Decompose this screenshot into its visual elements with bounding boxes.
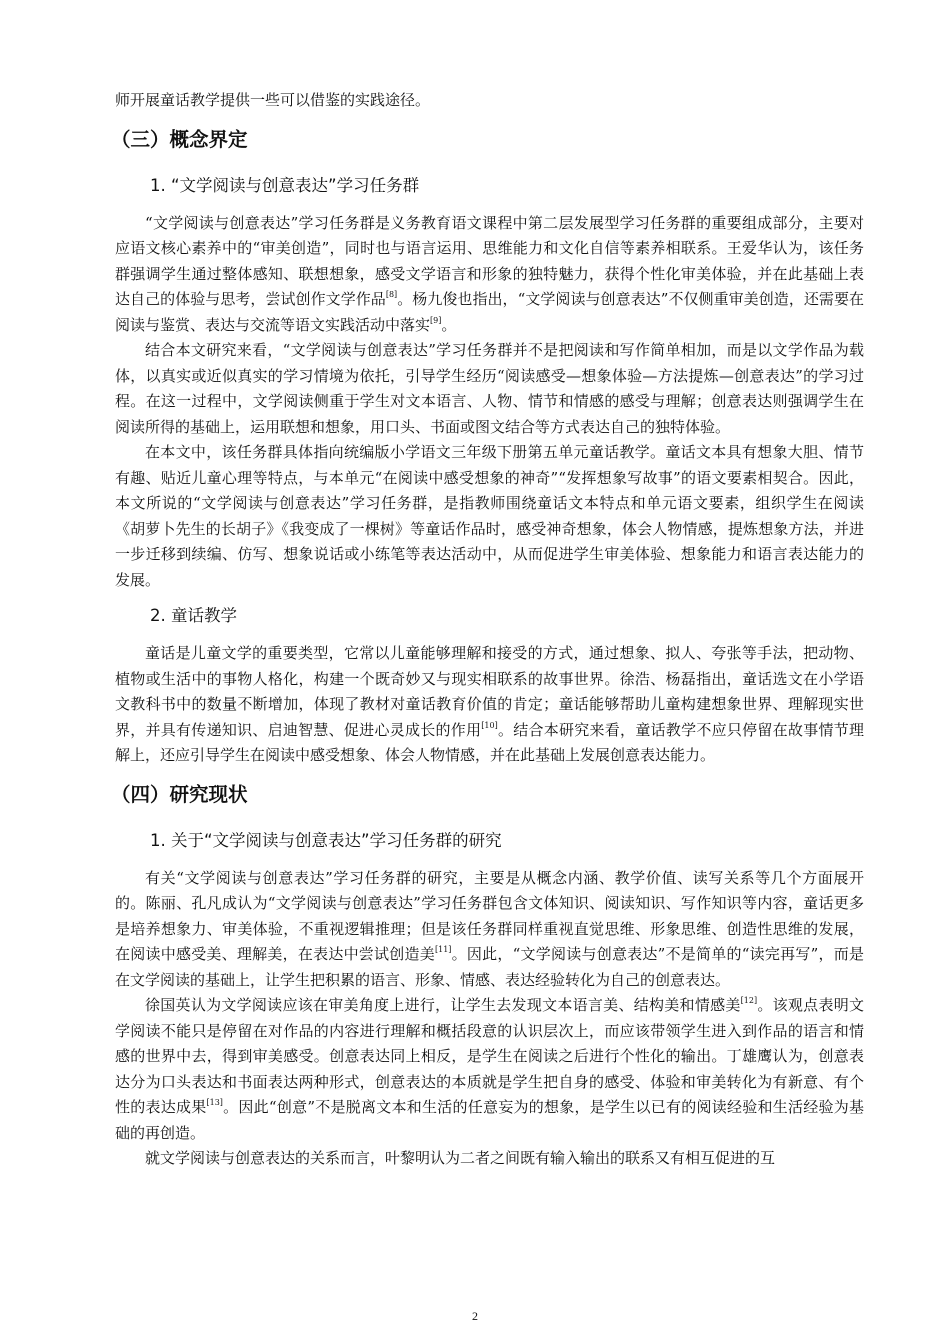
paragraph-text: 在本文中，该任务群具体指向统编版小学语文三年级下册第五单元童话教学。童话文本具有想象大胆、情节有趣、贴近儿童心理等特点，与本单元“在阅读中感受想象的神奇”“发挥想象写故事”的语文要素相契合。因此，本文所说的“文学阅读与创意表达”学习任务群，是指教师围绕童话文本特点和单元语文要素，组织学生在阅读《胡萝卜先生的长胡子》《我变成了一棵树》等童话作品时，感受神奇想象，体会人物情感，提炼想象方法，并进一步迁移到续编、仿写、想象说话或小练笔等表达活动中，从而促进学生审美体验、想象能力和语言表达能力的发展。: [115, 443, 864, 589]
citation-ref: [9]: [430, 315, 442, 325]
paragraph-fairy-tale-definition: [115, 641, 864, 769]
subheading-fairy-tale-teaching: 2. 童话教学: [150, 606, 237, 625]
paragraph-aesthetic-reading: [115, 993, 864, 1146]
paragraph-text: 结合本文研究来看，“文学阅读与创意表达”学习任务群并不是把阅读和写作简单相加，而是以文学作品为载体，以真实或近似真实的学习情境为依托，引导学生经历“阅读感受—想象体验—方法提炼—创意表达”的学习过程。在这一过程中，文学阅读侧重于学生对文本语言、人物、情节和情感的感受与理解；创意表达则强调学生在阅读所得的基础上，运用联想和想象，用口头、书面或图文结合等方式表达自己的独特体验。: [115, 341, 864, 436]
paragraph-text: 童话是儿童文学的重要类型，它常以儿童能够理解和接受的方式，通过想象、拟人、夸张等手法，把动物、植物或生活中的事物人格化，构建一个既奇妙又与现实相联系的故事世界。徐浩、杨磊指出，童话选文在小学语文教科书中的数量不断增加，体现了教材对童话教育价值的肯定；童话能够帮助儿童构建想象世界、理解现实世界，并具有传递知识、启迪智慧、促进心灵成长的作用: [115, 644, 864, 739]
paragraph-text: 有关“文学阅读与创意表达”学习任务群的研究，主要是从概念内涵、教学价值、读写关系等几个方面展开的。陈丽、孔凡成认为“文学阅读与创意表达”学习任务群包含文体知识、阅读知识、写作知识等内容，童话更多是培养想象力、审美体验，不重视逻辑推理；但是该任务群同样重视直觉思维、形象思维、创造性思维的发展，在阅读中感受美、理解美，在表达中尝试创造美: [115, 868, 864, 963]
citation-ref: [12]: [740, 996, 758, 1005]
subheading-task-group-research: 1. 关于“文学阅读与创意表达”学习任务群的研究: [150, 830, 502, 850]
paragraph-text: 师开展童话教学提供一些可以借鉴的实践途径。: [115, 91, 431, 109]
paragraph-text: 。因此“创意”不是脱离文本和生活的任意妄为的想象，是学生以已有的阅读经验和生活经验为基础的再创造。: [115, 1098, 864, 1142]
paragraph-text: 就文学阅读与创意表达的关系而言，叶黎明认为二者之间既有输入输出的联系又有相互促进的互: [145, 1149, 776, 1167]
paragraph-text: “文学阅读与创意表达”学习任务群是义务教育语文课程中第二层发展型学习任务群的重要组成部分，主要对应语文核心素养中的“审美创造”，同时也与语言运用、思维能力和文化自信等素养相联系。王爱华认为，该任务群强调学生通过整体感知、联想想象，感受文学语言和形象的独特魅力，获得个性化审美体验，并在此基础上表达自己的体验与思考，尝试创作文学作品: [115, 213, 864, 308]
paragraph-text: 。杨九俊也指出，“文学阅读与创意表达”不仅侧重审美创造，还需要在阅读与鉴赏、表达与交流等语文实践活动中落实: [115, 290, 864, 334]
paragraph-text: 。结合本研究来看，童话教学不应只停留在故事情节理解上，还应引导学生在阅读中感受想象、体会人物情感，并在此基础上发展创意表达能力。: [115, 720, 864, 764]
citation-ref: [13]: [206, 1098, 223, 1107]
paragraph-task-group-interpretation: [115, 338, 864, 440]
paragraph-continuation: [115, 88, 864, 114]
paragraph-task-group-definition: [115, 211, 864, 339]
section-heading-concepts: （三）概念界定: [111, 127, 248, 151]
paragraph-text: 徐国英认为文学阅读应该在审美角度上进行，让学生去发现文本语言美、结构美和情感美: [145, 996, 741, 1014]
subheading-task-group: 1. “文学阅读与创意表达”学习任务群: [150, 175, 420, 195]
paragraph-text: 。因此，“文学阅读与创意表达”不是简单的“读完再写”，而是在文学阅读的基础上，让学生把积累的语言、形象、情感、表达经验转化为自己的创意表达。: [115, 945, 864, 989]
citation-ref: [11]: [435, 945, 452, 954]
paragraph-reading-expression-relation: [115, 1146, 864, 1172]
paragraph-task-group-scope: [115, 440, 864, 593]
paragraph-text: 。: [441, 315, 457, 334]
citation-ref: [10]: [481, 720, 498, 730]
paragraph-text: 。该观点表明文学阅读不能只是停留在对作品的内容进行理解和概括段意的认识层次上，而应该带领学生进入到作品的语言和情感的世界中去，得到审美感受。创意表达同上相反，是学生在阅读之后进行个性化的输出。丁雄鹰认为，创意表达分为口头表达和书面表达两种形式，创意表达的本质就是学生把自身的感受、体验和审美转化为有新意、有个性的表达成果: [115, 996, 864, 1116]
citation-ref: [8]: [385, 290, 398, 299]
paragraph-research-overview: [115, 866, 864, 994]
section-heading-research-status: （四）研究现状: [111, 782, 248, 806]
page-number: 2: [472, 1309, 478, 1323]
